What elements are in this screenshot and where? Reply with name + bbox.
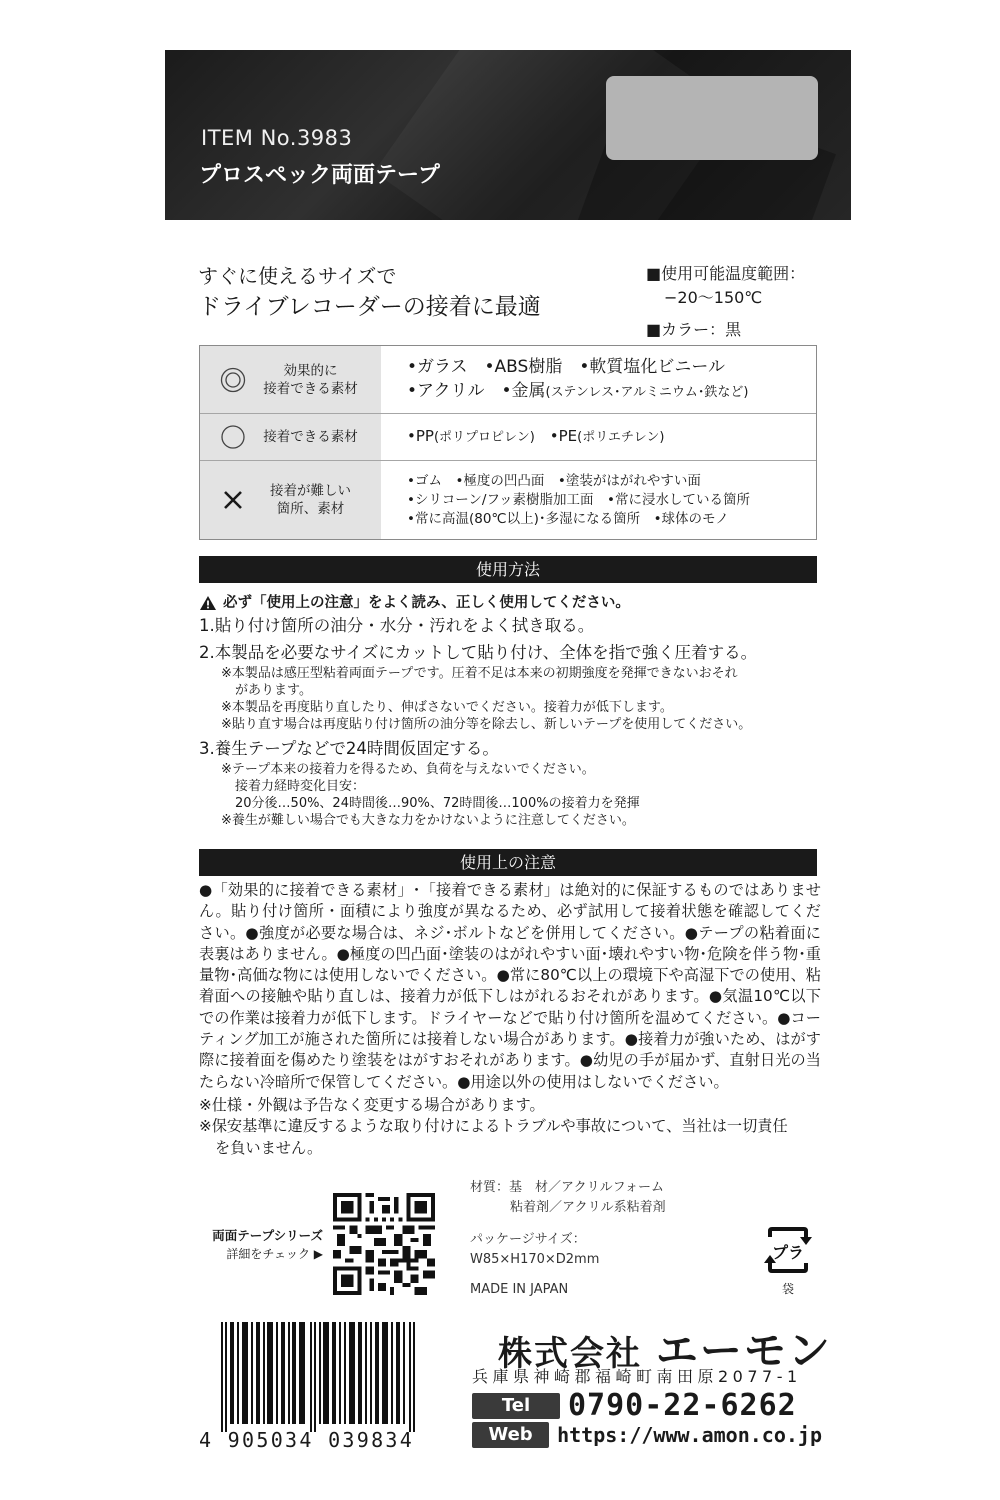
table-row: [200, 460, 816, 539]
value-line: •PP(ポリプロピレン) •PE(ポリエチレン): [407, 427, 665, 445]
usage-section: [199, 592, 824, 829]
row-label: [200, 461, 381, 539]
qr-code[interactable]: [333, 1193, 435, 1295]
row-label-text: 接着できる素材: [263, 429, 358, 445]
barcode-number: 4 905034 039834: [199, 1428, 415, 1452]
specs: [646, 262, 805, 342]
caution-note: ※保安基準に違反するような取り付けによるトラブルや事故について、当社は一切責任: [199, 1117, 788, 1136]
product-header: [165, 50, 851, 220]
series-title: 両面テープシリーズ: [212, 1228, 323, 1243]
caution-note: ※仕様・外観は予告なく変更する場合があります。: [199, 1095, 545, 1114]
usage-note: ※テープ本来の接着力を得るため、負荷を与えないでください。: [221, 762, 595, 777]
cross-icon: [220, 487, 246, 513]
usage-note: ※養生が難しい場合でも大きな力をかけないように注意してください。: [221, 813, 635, 828]
value-line: •ガラス •ABS樹脂 •軟質塩化ビニール: [407, 356, 726, 377]
recycle-mark: [760, 1225, 816, 1297]
usage-note: ※本製品は感圧型粘着両面テープです。圧着不足は本来の初期強度を発揮できないおそれ: [221, 666, 738, 681]
tagline-line-1: すぐに使えるサイズで: [198, 264, 397, 288]
usage-note: 20分後…50%、24時間後…90%、72時間後…100%の接着力を発揮: [235, 796, 640, 811]
row-label: [200, 346, 381, 413]
item-number: ITEM No.3983: [201, 126, 353, 150]
row-values: [381, 414, 816, 460]
company-prefix: 株式会社: [498, 1334, 642, 1374]
series-link[interactable]: 詳細をチェック ▶: [226, 1247, 323, 1261]
value-line: •常に高温(80℃以上)･多湿になる箇所 •球体のモノ: [407, 510, 729, 527]
material-info: [470, 1178, 666, 1218]
recycle-icon: [760, 1225, 816, 1277]
tel-row: [472, 1388, 822, 1423]
table-row: [200, 413, 816, 460]
table-row: [200, 346, 816, 413]
tel-label: Tel: [472, 1393, 560, 1419]
tagline-line-2: ドライブレコーダーの接着に最適: [198, 294, 541, 320]
usage-step-2: 2.本製品を必要なサイズにカットして貼り付け、全体を指で強く圧着する。: [199, 643, 758, 662]
row-values: [381, 346, 816, 413]
web-row: [472, 1422, 822, 1448]
material-adhesive: 粘着剤／アクリル系粘着剤: [510, 1200, 666, 1215]
svg-text:プラ: プラ: [771, 1243, 805, 1262]
package-window: [606, 76, 818, 160]
usage-step-3: 3.養生テープなどで24時間仮固定する。: [199, 739, 499, 758]
web-url[interactable]: https://www.amon.co.jp: [557, 1423, 822, 1447]
double-circle-icon: [220, 367, 246, 393]
caution-section: [199, 880, 821, 1159]
row-label-text: 接着が難しい 箇所、素材: [270, 483, 351, 517]
usage-note: があります。: [235, 683, 312, 698]
barcode: [199, 1322, 431, 1432]
row-values: [381, 461, 816, 539]
tagline: [198, 262, 541, 324]
tel-number[interactable]: 0790-22-6262: [568, 1388, 797, 1423]
temp-range-value: −20〜150℃: [664, 288, 763, 307]
usage-step-1: 1.貼り付け箇所の油分・水分・汚れをよく拭き取る。: [199, 616, 595, 635]
series-label: [199, 1226, 323, 1264]
usage-note: ※貼り直す場合は再度貼り付け箇所の油分等を除去し、新しいテープを使用してください。: [221, 717, 752, 732]
color-spec: ■カラー：黒: [646, 320, 742, 339]
caution-title-bar: 使用上の注意: [199, 849, 817, 876]
company-brand: エーモン: [655, 1326, 832, 1375]
caution-body: ●「効果的に接着できる素材」･「接着できる素材」は絶対的に保証するものではありません。貼り付け箇所・面積により強度が異なるため、必ず試用して接着状態を確認してください。●強度が必要な場合は、ネジ･ボルトなどを併用してください。●テープの粘着面に表裏はありません。●極度の凹凸面･塗装のはがれやすい面･壊れやすい物･危険を伴う物･重量物･高価な物には使用しないでください。●常に80℃以上の環境下や高湿下での使用、粘着面への接触や貼り直しは、接着力が低下しはがれるおそれがあります。●気温10℃以下での作業は接着力が低下します。ドライヤーなどで貼り付け箇所を温めてください。●コーティング加工が施された箇所には接着しない場合があります。●接着力が強いため、はがす際に接着面を傷めたり塗装をはがすおそれがあります。●幼児の手が届かず、直射日光の当たらない冷暗所で保管してください。●用途以外の使用はしないでください。: [199, 881, 821, 1091]
package-size: [470, 1230, 599, 1270]
material-base: 材質：基 材／アクリルフォーム: [470, 1180, 664, 1195]
usage-title-bar: 使用方法: [199, 556, 817, 583]
caution-note: を負いません。: [215, 1138, 323, 1157]
temp-range-label: ■使用可能温度範囲：: [646, 264, 806, 283]
package-size-label: パッケージサイズ：: [470, 1232, 586, 1247]
circle-icon: [220, 424, 246, 450]
recycle-label: 袋: [781, 1282, 794, 1296]
company-address: 兵庫県神崎郡福崎町南田原2077-1: [472, 1367, 802, 1386]
row-label: [200, 414, 381, 460]
usage-warning: 必ず「使用上の注意」をよく読み、正しく使用してください。: [199, 592, 824, 614]
warning-icon: [199, 595, 217, 611]
product-name: プロスペック両面テープ: [199, 163, 440, 188]
value-line: •ゴム •極度の凹凸面 •塗装がはがれやすい面: [407, 472, 701, 489]
row-label-text: 効果的に 接着できる素材: [263, 362, 358, 397]
package-size-value: W85×H170×D2mm: [470, 1252, 600, 1267]
materials-table: [199, 345, 817, 540]
usage-note: ※本製品を再度貼り直したり、伸ばさないでください。接着力が低下します。: [221, 700, 673, 715]
made-in: MADE IN JAPAN: [470, 1282, 569, 1297]
web-label: Web: [472, 1422, 549, 1448]
usage-note: 接着力経時変化目安：: [235, 779, 366, 794]
value-line: •シリコーン/フッ素樹脂加工面 •常に浸水している箇所: [407, 491, 750, 508]
value-line: •アクリル •金属(ステンレス･アルミニウム･鉄など): [407, 380, 749, 401]
